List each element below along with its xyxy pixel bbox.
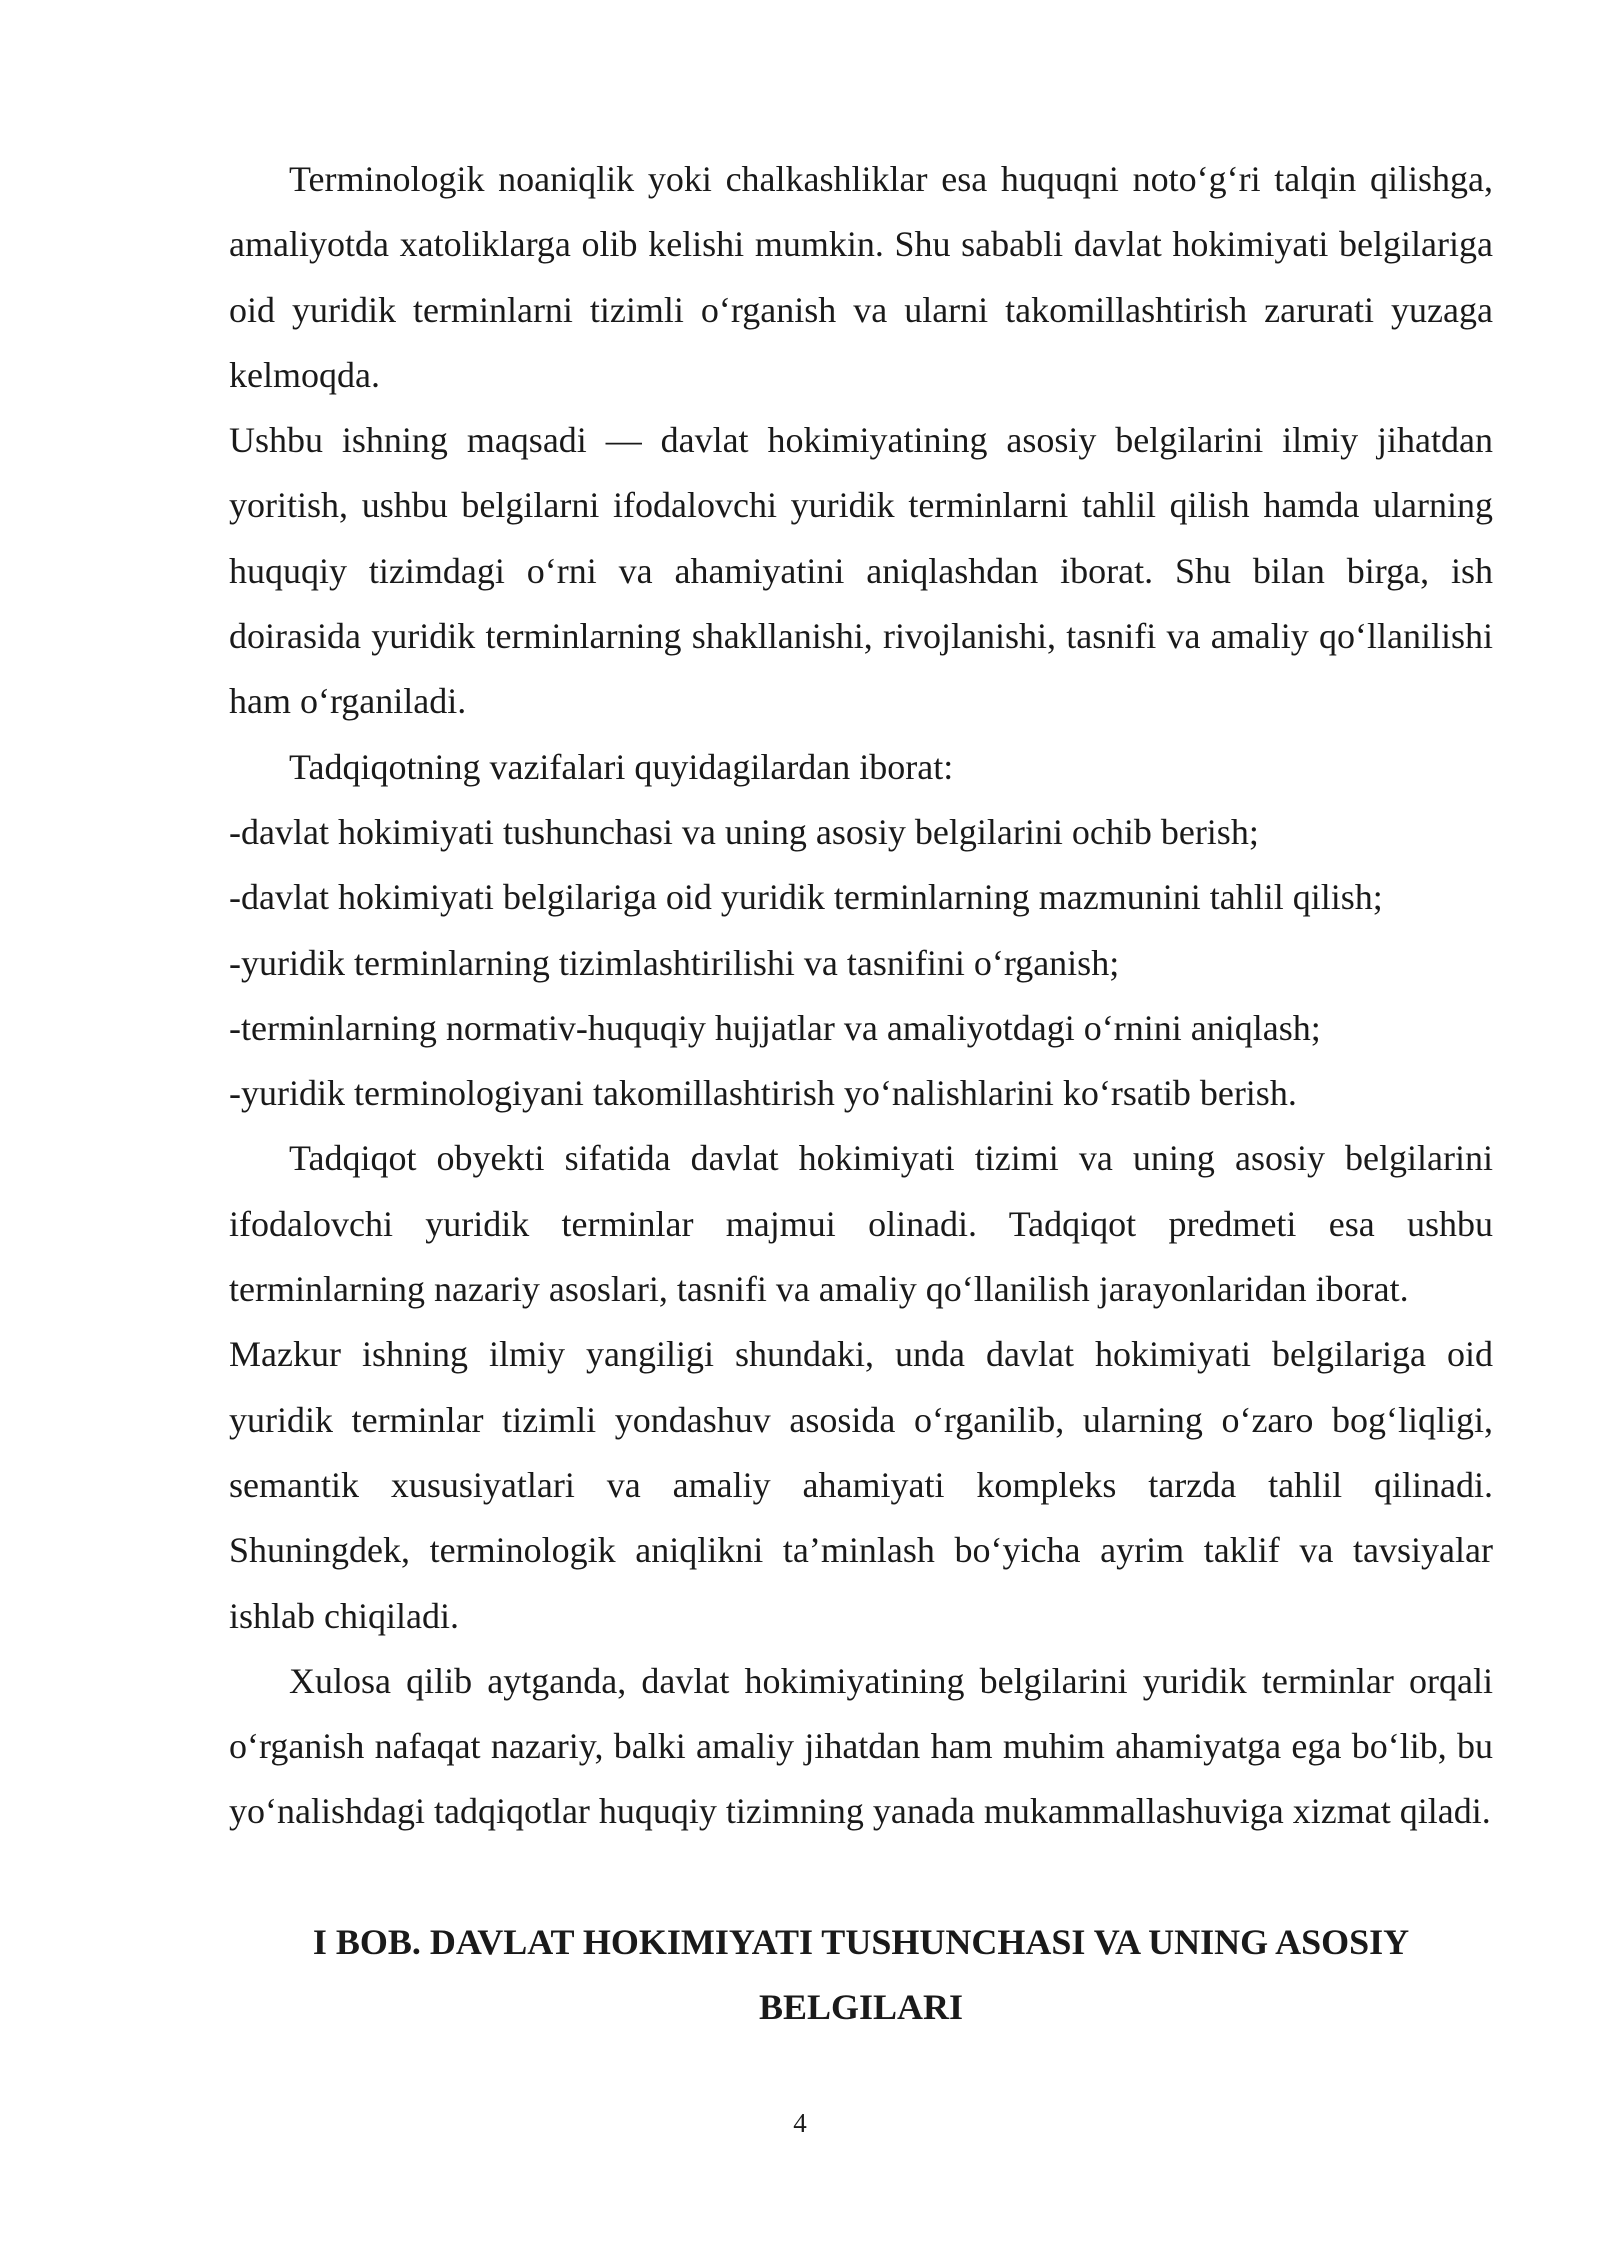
- paragraph-research-goal: Ushbu ishning maqsadi — davlat hokimiyatining asosiy belgilarini ilmiy jihatdan yoritish, ushbu belgilarni ifodalovchi yuridik terminlarni tahlil qilish hamda ularning huquqiy tizimdagi o‘rni va ahamiyatini aniqlashdan iborat. Shu bilan birga, ish doirasida yuridik terminlarning shakllanishi, rivojlanishi, tasnifi va amaliy qo‘llanilishi ham o‘rganiladi.: [229, 420, 1493, 722]
- paragraph-conclusion: Xulosa qilib aytganda, davlat hokimiyatining belgilarini yuridik terminlar orqali o‘rganish nafaqat nazariy, balki amaliy jihatdan ham muhim ahamiyatga ega bo‘lib, bu yo‘nalishdagi tadqiqotlar huquqiy tizimning yanada mukammallashuviga xizmat qiladi.: [229, 1660, 1493, 1832]
- list-item: -yuridik terminlarning tizimlashtirilishi va tasnifini o‘rganish;: [229, 942, 1120, 983]
- list-item: -davlat hokimiyati belgilariga oid yuridik terminlarning mazmunini tahlil qilish;: [229, 877, 1383, 918]
- chapter-heading-line: BELGILARI: [758, 1987, 964, 2028]
- paragraph-research-object: Tadqiqot obyekti sifatida davlat hokimiyati tizimi va uning asosiy belgilarini ifodalovchi yuridik terminlar majmui olinadi. Tadqiqot predmeti esa ushbu terminlarning nazariy asoslari, tasnifi va amaliy qo‘llanilish jarayonlaridan iborat.: [229, 1138, 1493, 1310]
- paragraph-terminology-issues: Terminologik noaniqlik yoki chalkashliklar esa huquqni noto‘g‘ri talqin qilishga, amaliyotda xatoliklarga olib kelishi mumkin. Shu sababli davlat hokimiyati belgilariga oid yuridik terminlarni tizimli o‘rganish va ularni takomillashtirish zarurati yuzaga kelmoqda.: [229, 159, 1493, 395]
- list-item: -davlat hokimiyati tushunchasi va uning asosiy belgilarini ochib berish;: [229, 811, 1259, 852]
- chapter-heading-line: I BOB. DAVLAT HOKIMIYATI TUSHUNCHASI VA UNING ASOSIY: [312, 1921, 1410, 1962]
- document-page: [229, 147, 1493, 2040]
- list-item: -terminlarning normativ-huquqiy hujjatlar va amaliyotdagi o‘rnini aniqlash;: [229, 1007, 1321, 1048]
- list-item: -yuridik terminologiyani takomillashtirish yo‘nalishlarini ko‘rsatib berish.: [229, 1073, 1297, 1114]
- page-number: 4: [793, 2108, 807, 2138]
- paragraph-tasks-intro: Tadqiqotning vazifalari quyidagilardan iborat:: [289, 746, 954, 787]
- chapter-heading: [229, 1910, 1493, 2041]
- tasks-list: [229, 800, 1493, 1126]
- paragraph-scientific-novelty: Mazkur ishning ilmiy yangiligi shundaki, unda davlat hokimiyati belgilariga oid yuridik terminlar tizimli yondashuv asosida o‘rganilib, ularning o‘zaro bog‘liqligi, semantik xususiyatlari va amaliy ahamiyati kompleks tarzda tahlil qilinadi. Shuningdek, terminologik aniqlikni ta’minlash bo‘yicha ayrim taklif va tavsiyalar ishlab chiqiladi.: [229, 1334, 1493, 1636]
